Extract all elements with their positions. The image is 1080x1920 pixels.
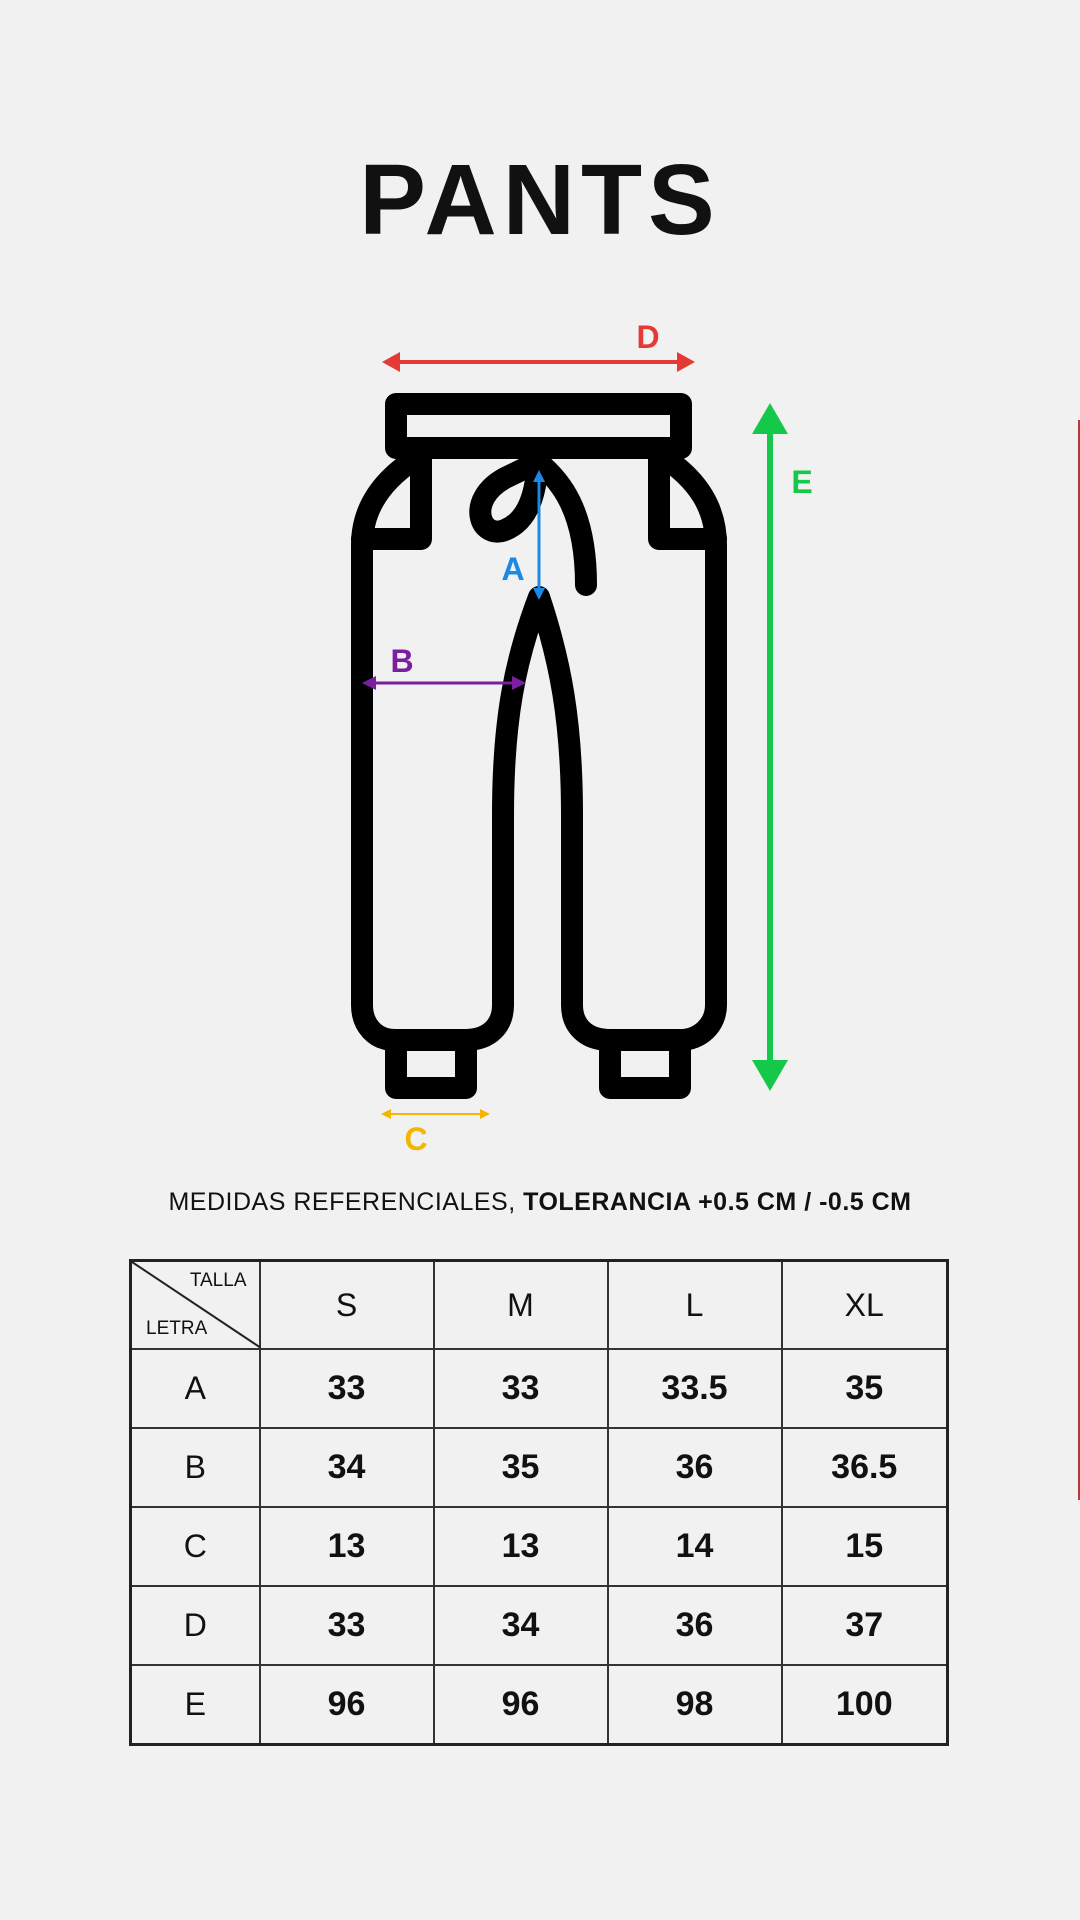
corner-cell [131,1261,260,1350]
measure-a-label: A [501,551,525,587]
measure-c-label: C [404,1121,428,1157]
header-size-xl: XL [782,1261,948,1350]
row-label: E [131,1665,260,1745]
table-cell: 15 [782,1507,948,1586]
row-label: C [131,1507,260,1586]
note-tolerance: TOLERANCIA +0.5 CM / -0.5 CM [523,1188,912,1216]
table-cell: 96 [260,1665,434,1745]
note-prefix: MEDIDAS REFERENCIALES, [168,1188,524,1216]
corner-talla: TALLA [189,1270,247,1291]
table-cell: 35 [782,1349,948,1428]
table-cell: 13 [260,1507,434,1586]
measure-e-arrow [752,403,788,1091]
row-label: B [131,1428,260,1507]
table-row [131,1428,948,1507]
size-table-header [131,1261,948,1350]
table-row [131,1665,948,1745]
row-label: A [131,1349,260,1428]
table-cell: 96 [434,1665,608,1745]
table-cell: 14 [608,1507,782,1586]
table-cell: 36 [608,1428,782,1507]
measure-d-label: D [636,319,660,355]
table-cell: 98 [608,1665,782,1745]
table-cell: 34 [260,1428,434,1507]
table-cell: 33 [260,1586,434,1665]
header-size-s: S [260,1261,434,1350]
size-table [129,1259,949,1746]
measure-b-label: B [390,643,414,679]
table-cell: 34 [434,1586,608,1665]
table-row [131,1349,948,1428]
table-cell: 33.5 [608,1349,782,1428]
table-cell: 36 [608,1586,782,1665]
measure-e-label: E [791,464,813,500]
table-cell: 13 [434,1507,608,1586]
table-row [131,1586,948,1665]
table-cell: 33 [434,1349,608,1428]
table-cell: 36.5 [782,1428,948,1507]
header-size-m: M [434,1261,608,1350]
measurement-note [0,1188,1080,1217]
measure-b-arrow [362,676,526,690]
corner-letra: LETRA [146,1318,208,1339]
table-cell: 33 [260,1349,434,1428]
table-cell: 35 [434,1428,608,1507]
pants-diagram [0,300,1080,1160]
measure-d-arrow [382,352,695,372]
table-row [131,1507,948,1586]
page-title: PANTS [359,144,721,256]
table-cell: 37 [782,1586,948,1665]
measure-c-arrow [381,1109,490,1119]
header-size-l: L [608,1261,782,1350]
row-label: D [131,1586,260,1665]
table-cell: 100 [782,1665,948,1745]
